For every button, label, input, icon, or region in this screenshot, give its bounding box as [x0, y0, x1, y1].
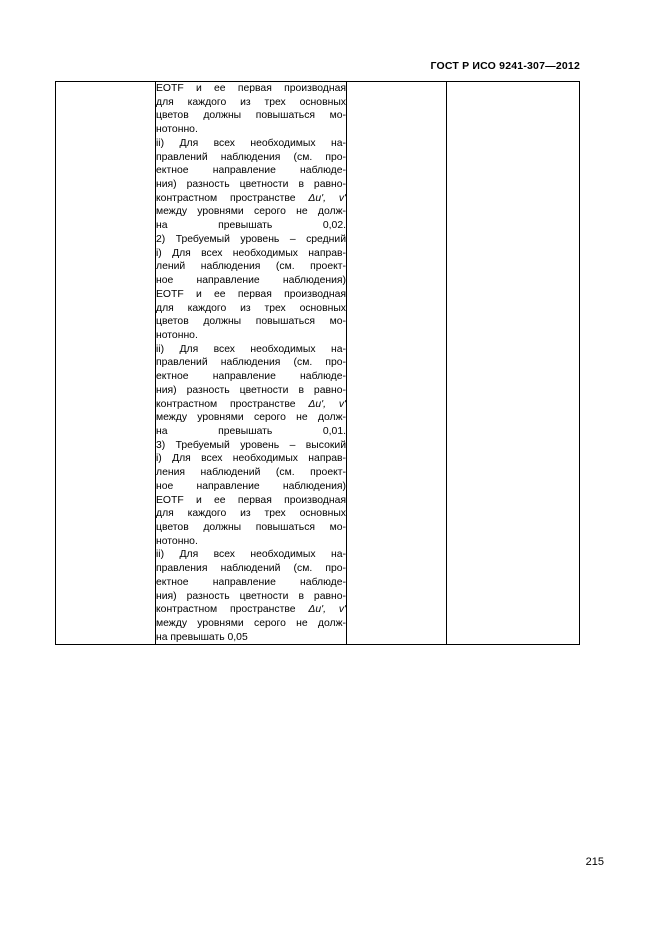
requirement-line: ii) Для всех необходимых на- [156, 137, 346, 149]
requirement-line: ния) разность цветности в равно- [156, 179, 346, 191]
requirement-line: для каждого из трех основных [156, 302, 346, 314]
requirement-line: между уровнями серого не долж- [156, 206, 346, 218]
requirement-line: контрастном пространстве Δu', v' [156, 192, 346, 204]
requirement-line: 2) Требуемый уровень – средний [156, 233, 346, 245]
requirements-table [55, 81, 580, 645]
requirement-line: контрастном пространстве Δu', v' [156, 604, 346, 616]
requirement-line: на превышать 0,02. [156, 220, 346, 232]
page-number: 215 [585, 856, 604, 868]
requirement-line: EOTF и ее первая производная [156, 83, 346, 94]
requirement-line: 3) Требуемый уровень – высокий [156, 439, 346, 451]
requirement-line: EOTF и ее первая производная [156, 494, 346, 506]
page-header-standard-ref: ГОСТ Р ИСО 9241-307—2012 [430, 60, 580, 72]
requirement-line: лений наблюдения (см. проект- [156, 261, 346, 273]
requirement-line: ектное направление наблюде- [156, 576, 346, 588]
requirement-line: между уровнями серого не долж- [156, 412, 346, 424]
requirement-line: для каждого из трех основных [156, 508, 346, 520]
requirement-line: ния) разность цветности в равно- [156, 590, 346, 602]
requirement-line: нотонно. [156, 535, 198, 547]
requirement-line: нотонно. [156, 329, 198, 341]
requirement-line: цветов должны повышаться мо- [156, 522, 346, 533]
requirement-line: цветов должны повышаться мо- [156, 316, 346, 328]
requirement-line: правления наблюдений (см. про- [156, 563, 346, 575]
requirement-line: между уровнями серого не долж- [156, 618, 346, 630]
requirement-line: EOTF и ее первая производная [156, 288, 346, 300]
requirement-line: ления наблюдений (см. проект- [156, 467, 346, 479]
requirement-line: на превышать 0,05 [156, 631, 248, 643]
requirement-line: ектное направление наблюде- [156, 165, 346, 177]
requirement-line: ii) Для всех необходимых на- [156, 549, 346, 561]
requirement-line: ное направление наблюдения) [156, 480, 346, 492]
requirement-line: контрастном пространстве Δu', v' [156, 398, 346, 410]
requirement-line: для каждого из трех основных [156, 96, 346, 108]
requirement-line: ii) Для всех необходимых на- [156, 343, 346, 355]
requirement-line: ное направление наблюдения) [156, 275, 346, 287]
requirement-line: на превышать 0,01. [156, 425, 346, 437]
table-cell-reference [56, 82, 156, 645]
table-cell-fourth [447, 82, 580, 645]
table-row [56, 82, 580, 645]
requirement-line: правлений наблюдения (см. про- [156, 357, 346, 369]
requirement-line: ектное направление наблюде- [156, 371, 346, 383]
table-cell-third [347, 82, 447, 645]
table-cell-requirements [156, 82, 347, 645]
requirement-line: ния) разность цветности в равно- [156, 384, 346, 396]
requirement-line: i) Для всех необходимых направ- [156, 453, 346, 465]
requirement-line: i) Для всех необходимых направ- [156, 247, 346, 259]
requirement-line: правлений наблюдения (см. про- [156, 151, 346, 163]
requirement-line: нотонно. [156, 124, 198, 136]
requirement-line: цветов должны повышаться мо- [156, 110, 346, 122]
requirement-text [156, 82, 346, 644]
